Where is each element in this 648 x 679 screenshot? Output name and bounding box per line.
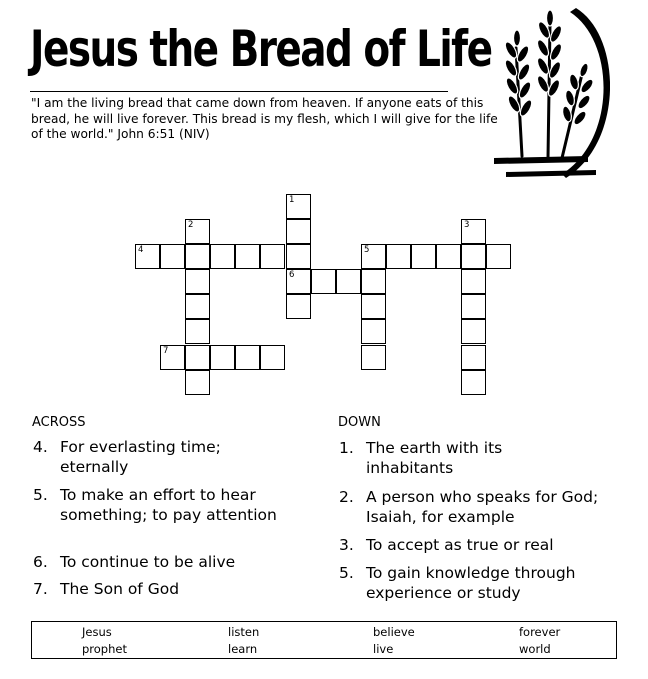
word-bank-item: prophet bbox=[82, 642, 127, 656]
clue-num: 4. bbox=[33, 438, 48, 456]
crossword-cell[interactable] bbox=[210, 244, 235, 269]
crossword-cell[interactable] bbox=[311, 269, 336, 294]
word-bank-item: Jesus bbox=[82, 625, 112, 639]
crossword-cell[interactable] bbox=[461, 345, 486, 370]
crossword-cell[interactable] bbox=[185, 269, 210, 294]
crossword-cell[interactable] bbox=[135, 244, 160, 269]
crossword-cell[interactable] bbox=[185, 244, 210, 269]
clue-text: To accept as true or real bbox=[366, 536, 554, 554]
crossword-cell[interactable] bbox=[386, 244, 411, 269]
clue-text: A person who speaks for God; Isaiah, for example bbox=[366, 488, 599, 526]
crossword-cell[interactable] bbox=[185, 345, 210, 370]
clue-num: 3. bbox=[339, 536, 354, 554]
clue-number: 1 bbox=[289, 195, 295, 205]
crossword-cell[interactable] bbox=[286, 219, 311, 244]
crossword-cell[interactable] bbox=[185, 370, 210, 395]
down-heading: DOWN bbox=[338, 415, 381, 430]
page-title: Jesus the Bread of Life bbox=[30, 20, 492, 78]
clue-text: For everlasting time; eternally bbox=[60, 438, 221, 476]
clue-text: The Son of God bbox=[60, 580, 180, 598]
word-bank-item: live bbox=[373, 642, 394, 656]
crossword-cell[interactable] bbox=[461, 269, 486, 294]
word-bank-item: learn bbox=[228, 642, 258, 656]
clue-number: 3 bbox=[464, 220, 470, 230]
crossword-cell[interactable] bbox=[160, 345, 185, 370]
word-bank-item: forever bbox=[519, 625, 561, 639]
crossword-cell[interactable] bbox=[461, 370, 486, 395]
crossword-cell[interactable] bbox=[461, 294, 486, 319]
crossword-cell[interactable] bbox=[235, 244, 260, 269]
crossword-cell[interactable] bbox=[336, 269, 361, 294]
clue-num: 2. bbox=[339, 488, 354, 506]
clue-num: 5. bbox=[339, 564, 354, 582]
crossword-cell[interactable] bbox=[286, 194, 311, 219]
clue-text: To make an effort to hear something; to pay attention bbox=[60, 486, 277, 524]
clue-number: 6 bbox=[289, 270, 295, 280]
clue-text: The earth with its inhabitants bbox=[366, 439, 503, 477]
word-bank-item: world bbox=[519, 642, 551, 656]
clue-number: 7 bbox=[163, 346, 169, 356]
crossword-cell[interactable] bbox=[461, 219, 486, 244]
clue-num: 7. bbox=[33, 580, 48, 598]
clue-number: 5 bbox=[364, 245, 370, 255]
crossword-cell[interactable] bbox=[361, 294, 386, 319]
crossword-cell[interactable] bbox=[361, 244, 386, 269]
clue-text: To continue to be alive bbox=[60, 553, 236, 571]
clue-number: 4 bbox=[138, 245, 144, 255]
crossword-cell[interactable] bbox=[361, 345, 386, 370]
crossword-cell[interactable] bbox=[185, 294, 210, 319]
crossword-cell[interactable] bbox=[411, 244, 436, 269]
word-bank bbox=[31, 621, 617, 659]
crossword-cell[interactable] bbox=[486, 244, 511, 269]
clue-num: 5. bbox=[33, 486, 48, 504]
clue-text: To gain knowledge through experience or study bbox=[366, 564, 576, 602]
crossword-cell[interactable] bbox=[361, 319, 386, 344]
crossword-cell[interactable] bbox=[260, 244, 285, 269]
title-divider bbox=[30, 91, 448, 92]
crossword-cell[interactable] bbox=[286, 269, 311, 294]
wheat-illustration bbox=[492, 8, 610, 180]
clue-number: 2 bbox=[188, 220, 194, 230]
crossword-cell[interactable] bbox=[286, 294, 311, 319]
crossword-cell[interactable] bbox=[210, 345, 235, 370]
crossword-cell[interactable] bbox=[436, 244, 461, 269]
crossword-cell[interactable] bbox=[286, 244, 311, 269]
across-heading: ACROSS bbox=[32, 415, 86, 430]
crossword-cell[interactable] bbox=[361, 269, 386, 294]
crossword-cell[interactable] bbox=[260, 345, 285, 370]
crossword-cell[interactable] bbox=[461, 244, 486, 269]
crossword-cell[interactable] bbox=[185, 219, 210, 244]
clue-num: 1. bbox=[339, 439, 354, 457]
crossword-cell[interactable] bbox=[461, 319, 486, 344]
scripture-quote: "I am the living bread that came down from heaven. If anyone eats of this bread, he will live forever. This bread is my flesh, which I will give for the life of the world." John 6:51 (NIV) bbox=[31, 96, 498, 141]
crossword-cell[interactable] bbox=[160, 244, 185, 269]
crossword-cell[interactable] bbox=[235, 345, 260, 370]
word-bank-item: listen bbox=[228, 625, 260, 639]
word-bank-item: believe bbox=[373, 625, 415, 639]
crossword-cell[interactable] bbox=[185, 319, 210, 344]
clue-num: 6. bbox=[33, 553, 48, 571]
